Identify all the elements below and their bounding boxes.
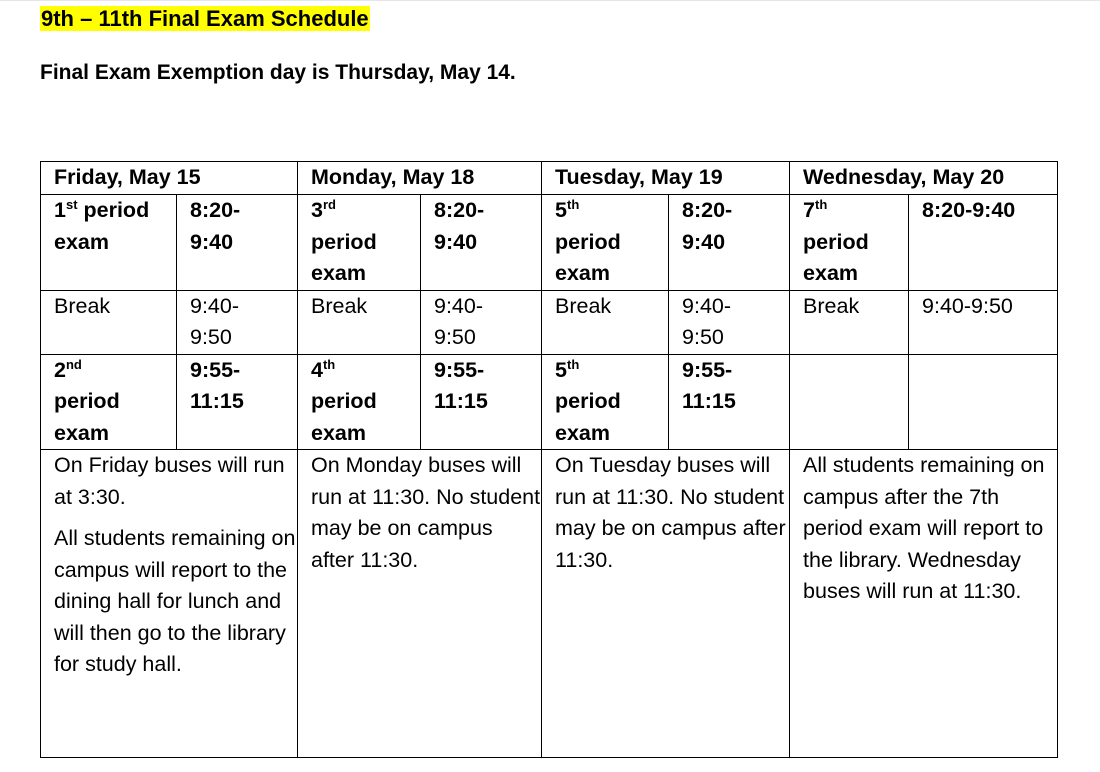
tuesday-notes — [542, 450, 790, 758]
tuesday-exam2-time-start: 9:55- — [682, 357, 733, 382]
monday-break-label: Break — [298, 290, 421, 354]
monday-exam1-num: 3 — [311, 198, 323, 222]
tuesday-note-buses: On Tuesday buses will run at 11:30. No student may be on campus after 11:30. — [555, 453, 786, 572]
monday-break-time — [421, 290, 542, 354]
tuesday-exam1-time-end: 9:40 — [682, 229, 726, 254]
wednesday-exam1-time: 8:20-9:40 — [909, 195, 1058, 291]
monday-exam1-ordinal: rd — [322, 197, 336, 212]
tuesday-exam2-text2: exam — [555, 420, 611, 445]
friday-exam1-time — [177, 195, 298, 291]
tuesday-exam2-ordinal: th — [566, 356, 580, 372]
friday-exam2-time — [177, 354, 298, 450]
wednesday-break-time: 9:40-9:50 — [909, 290, 1058, 354]
friday-break-time-end: 9:50 — [190, 325, 232, 349]
exam-schedule-table — [40, 161, 1058, 758]
wednesday-notes — [790, 450, 1058, 758]
tuesday-exam1-label — [542, 195, 669, 291]
friday-break-label: Break — [41, 290, 177, 354]
friday-break-time — [177, 290, 298, 354]
monday-exam2-label — [298, 354, 421, 450]
friday-break-time-start: 9:40- — [190, 293, 240, 318]
tuesday-exam2-time-end: 11:15 — [682, 389, 736, 413]
monday-exam2-text: period — [311, 389, 377, 413]
monday-exam1-time-end: 9:40 — [434, 229, 478, 254]
wednesday-exam1-ordinal: th — [815, 197, 828, 212]
monday-exam1-time-start: 8:20- — [434, 198, 485, 222]
tuesday-break-time-end: 9:50 — [682, 325, 724, 349]
tuesday-exam2-num: 5 — [555, 357, 567, 382]
tuesday-break-time-start: 9:40- — [682, 293, 732, 318]
table-row-second-exam — [41, 354, 1058, 450]
day-header-friday: Friday, May 15 — [41, 162, 298, 195]
exemption-note: Final Exam Exemption day is Thursday, May 14. — [40, 61, 516, 84]
wednesday-exam2-label-empty — [790, 354, 909, 450]
tuesday-exam2-label — [542, 354, 669, 450]
friday-exam2-text: period — [54, 389, 120, 413]
monday-exam2-time-end: 11:15 — [434, 389, 488, 413]
friday-note-students: All students remaining on campus will report to the dining hall for lunch and will then go to the library for study hall. — [54, 526, 296, 676]
monday-break-time-start: 9:40- — [434, 293, 484, 318]
monday-exam2-ordinal: th — [322, 356, 336, 372]
day-header-tuesday: Tuesday, May 19 — [542, 162, 790, 195]
day-header-wednesday: Wednesday, May 20 — [790, 162, 1058, 195]
friday-exam2-text2: exam — [54, 420, 109, 445]
friday-exam1-text2: exam — [54, 229, 109, 254]
tuesday-exam1-text: period — [555, 229, 621, 254]
friday-exam2-ordinal: nd — [65, 356, 82, 372]
wednesday-exam1-num: 7 — [803, 198, 815, 222]
table-row-break — [41, 290, 1058, 354]
wednesday-exam2-time-empty — [909, 354, 1058, 450]
wednesday-exam1-label — [790, 195, 909, 291]
table-row-notes — [41, 450, 1058, 758]
monday-exam1-time — [421, 195, 542, 291]
tuesday-exam1-time-start: 8:20- — [682, 198, 733, 222]
table-row-first-exam — [41, 195, 1058, 291]
friday-exam1-time-end: 9:40 — [190, 229, 234, 254]
monday-exam2-text2: exam — [311, 420, 366, 445]
monday-break-time-end: 9:50 — [434, 325, 476, 349]
friday-notes — [41, 450, 298, 758]
monday-notes — [298, 450, 542, 758]
friday-exam1-num: 1 — [54, 198, 66, 222]
monday-exam1-label — [298, 195, 421, 291]
friday-exam1-ordinal: st — [65, 197, 78, 212]
monday-exam1-text: period — [311, 229, 377, 254]
friday-exam2-num: 2 — [54, 357, 66, 382]
friday-exam1-time-start: 8:20- — [190, 198, 241, 222]
monday-exam1-text2: exam — [311, 261, 366, 285]
tuesday-exam1-time — [669, 195, 790, 291]
wednesday-break-label: Break — [790, 290, 909, 354]
friday-exam1-text: period — [77, 198, 150, 222]
wednesday-exam1-text2: exam — [803, 261, 859, 285]
friday-exam2-time-start: 9:55- — [190, 357, 241, 382]
wednesday-note-students: All students remaining on campus after the 7th period exam will report to the library. Wednesday buses will run at 11:30. — [803, 453, 1045, 603]
page-top-rule — [0, 0, 1100, 1]
page-title — [40, 4, 370, 34]
monday-exam2-time-start: 9:55- — [434, 357, 485, 382]
monday-note-buses: On Monday buses will run at 11:30. No student may be on campus after 11:30. — [311, 453, 541, 572]
page-title-text: 9th – 11th Final Exam Schedule — [41, 6, 369, 31]
monday-exam2-num: 4 — [311, 357, 323, 382]
wednesday-exam1-text: period — [803, 229, 869, 254]
tuesday-exam1-text2: exam — [555, 261, 611, 285]
table-row-header — [41, 162, 1058, 195]
tuesday-exam2-text: period — [555, 389, 621, 413]
tuesday-exam1-num: 5 — [555, 198, 567, 222]
monday-exam2-time — [421, 354, 542, 450]
friday-exam2-time-end: 11:15 — [190, 389, 244, 413]
friday-note-buses: On Friday buses will run at 3:30. — [54, 453, 285, 509]
tuesday-exam1-ordinal: th — [566, 197, 580, 212]
friday-exam2-label — [41, 354, 177, 450]
friday-exam1-label — [41, 195, 177, 291]
tuesday-exam2-time — [669, 354, 790, 450]
day-header-monday: Monday, May 18 — [298, 162, 542, 195]
tuesday-break-label: Break — [542, 290, 669, 354]
tuesday-break-time — [669, 290, 790, 354]
